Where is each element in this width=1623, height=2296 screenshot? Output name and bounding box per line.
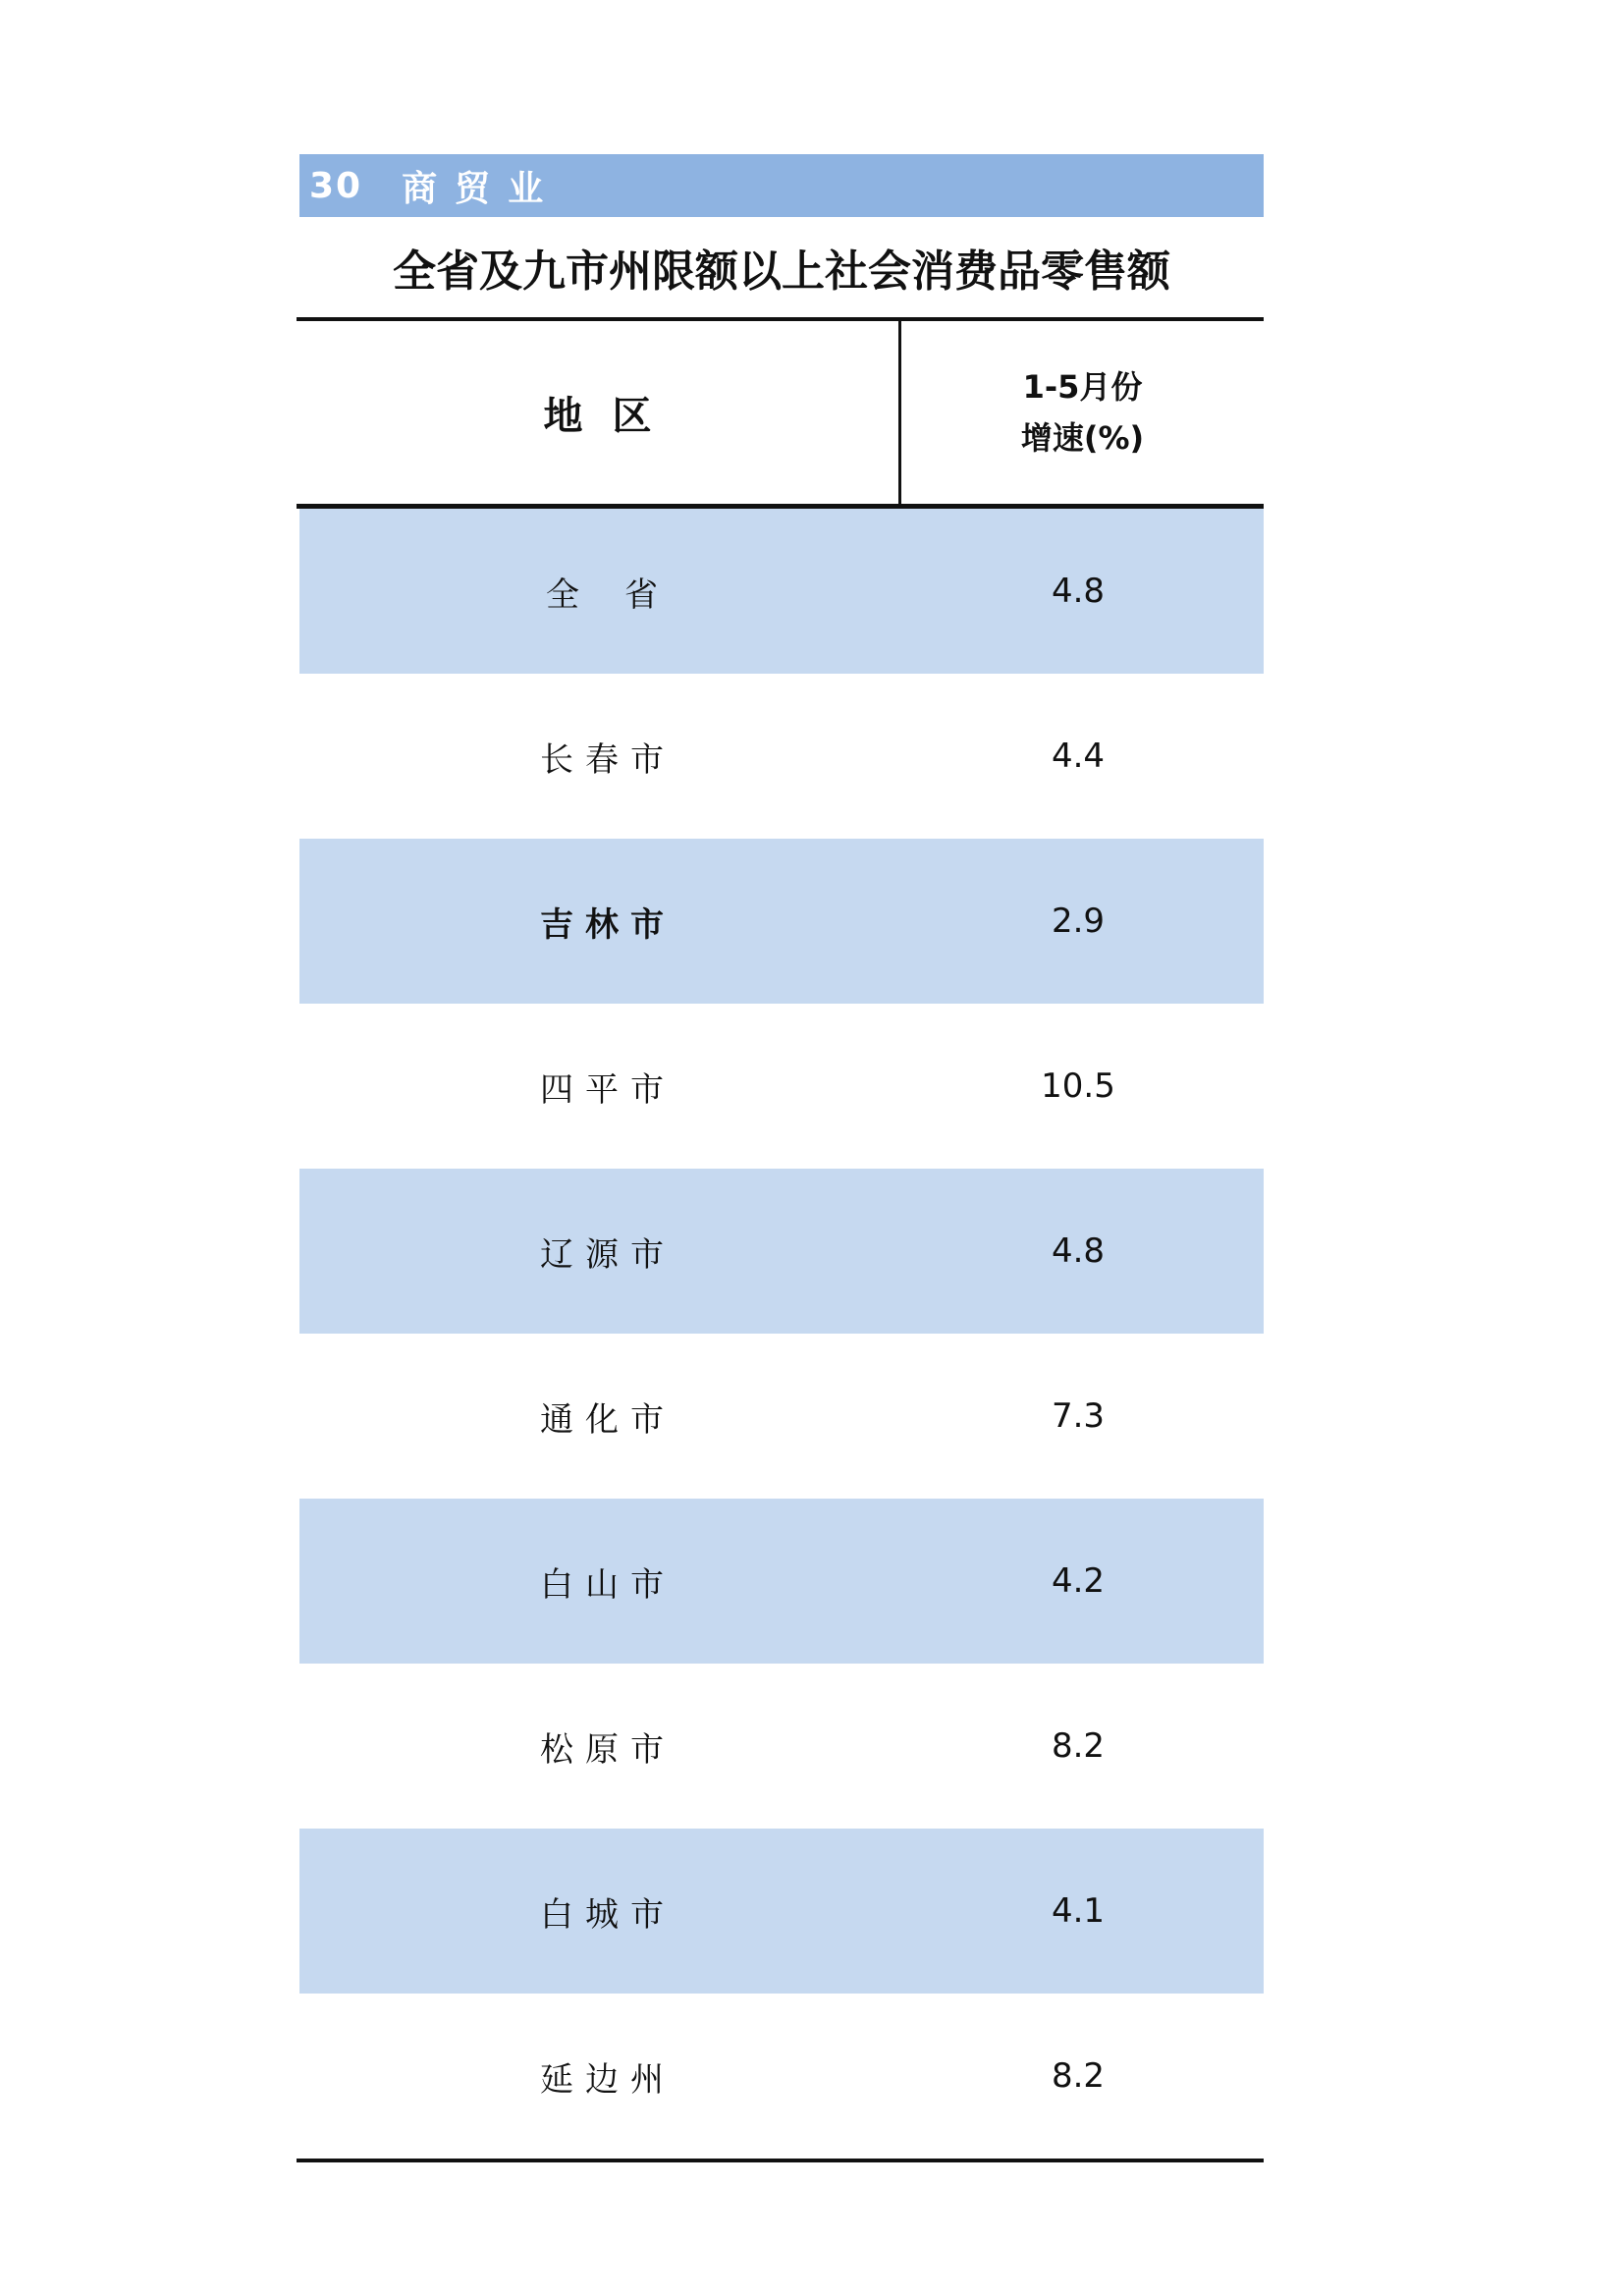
table-header — [297, 321, 1264, 509]
header-unit: 增速(%) — [1020, 419, 1145, 457]
row-region: 辽源市 — [540, 1234, 676, 1275]
table-row — [299, 1664, 1264, 1829]
header-region: 地区 — [297, 321, 901, 504]
row-region: 白城市 — [540, 1894, 676, 1935]
row-value: 2.9 — [1051, 902, 1106, 941]
header-growth-rate — [901, 321, 1264, 504]
row-value: 10.5 — [1041, 1066, 1115, 1106]
table-row — [299, 1994, 1264, 2159]
table-row — [299, 1004, 1264, 1169]
row-value: 4.8 — [1051, 572, 1106, 611]
row-value: 8.2 — [1051, 2056, 1106, 2096]
row-region: 延边州 — [540, 2059, 676, 2100]
row-value: 4.8 — [1051, 1231, 1106, 1271]
section-header-bar — [299, 154, 1264, 217]
section-number: 30 — [309, 165, 363, 206]
section-title: 商贸业 — [402, 168, 562, 209]
row-value: 8.2 — [1051, 1726, 1106, 1766]
row-region: 松原市 — [540, 1729, 676, 1770]
row-region: 白山市 — [540, 1564, 676, 1605]
table-row — [299, 1829, 1264, 1994]
row-value: 4.4 — [1051, 737, 1106, 776]
table-row — [299, 1169, 1264, 1334]
row-region: 吉林市 — [540, 904, 676, 945]
table-row — [299, 509, 1264, 674]
table-row — [299, 674, 1264, 839]
row-region: 四平市 — [540, 1069, 676, 1110]
row-region: 通化市 — [540, 1399, 676, 1440]
table-row — [299, 1499, 1264, 1664]
table-title: 全省及九市州限额以上社会消费品零售额 — [393, 246, 1170, 297]
table-row — [299, 1334, 1264, 1499]
row-region: 全省 — [546, 574, 703, 615]
statistics-page — [299, 154, 1264, 2162]
row-value: 7.3 — [1051, 1396, 1106, 1436]
row-region: 长春市 — [540, 739, 676, 780]
header-period: 1-5月份 — [1022, 368, 1143, 406]
row-value: 4.1 — [1051, 1891, 1106, 1931]
table-bottom-rule — [297, 2159, 1264, 2162]
table-row — [299, 839, 1264, 1004]
row-value: 4.2 — [1051, 1561, 1106, 1601]
